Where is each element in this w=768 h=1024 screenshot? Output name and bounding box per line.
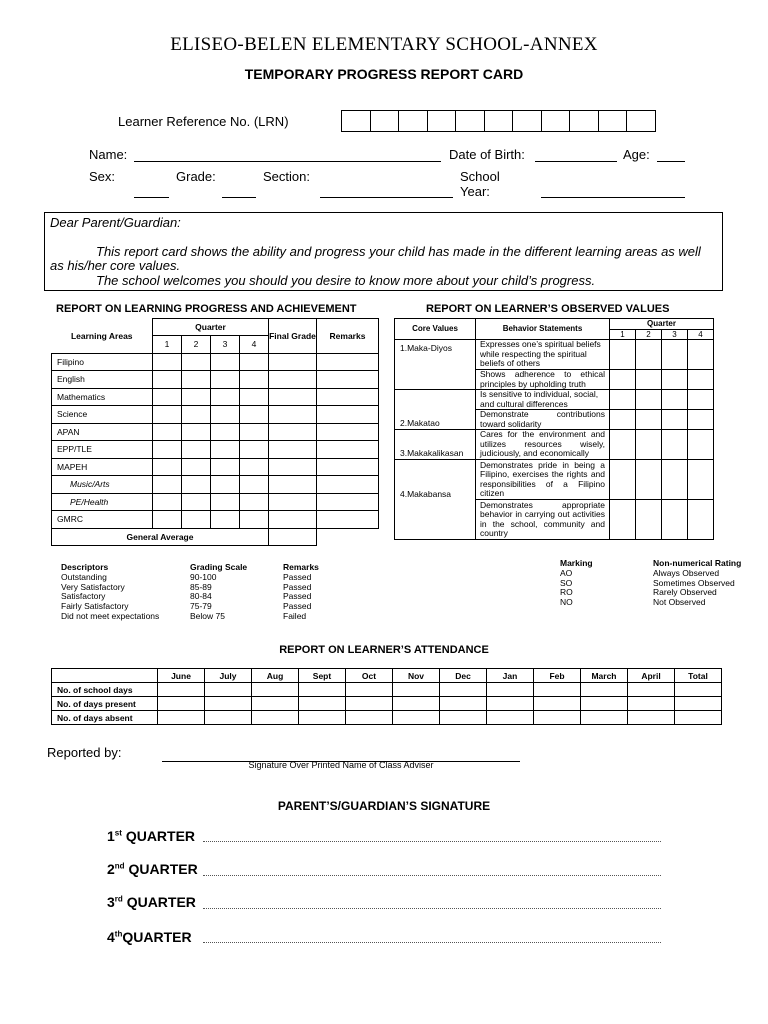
scale-header: Grading Scale (190, 562, 248, 572)
month-dec: Dec (440, 669, 487, 683)
general-average-label: General Average (52, 528, 269, 546)
statement-3: Is sensitive to individual, social, and cultural differences (476, 390, 610, 410)
subject-music-arts: Music/Arts (52, 476, 153, 494)
month-jan: Jan (487, 669, 534, 683)
month-nov: Nov (393, 669, 440, 683)
quarter-3: 3 (211, 336, 240, 354)
scale-value: 90-100 (190, 571, 217, 582)
remarks-value: Passed (283, 601, 312, 612)
rating-text: Rarely Observed (653, 587, 717, 598)
table-row (52, 711, 722, 725)
q-num: 4 (107, 929, 115, 945)
letter-body-1: This report card shows the ability and progress your child has made in the different learning areas as well as his/her core values. (50, 243, 701, 273)
quarter-2-label (107, 861, 198, 877)
col-remarks: Remarks (317, 319, 379, 354)
month-march: March (581, 669, 628, 683)
q-word: QUARTER (128, 861, 198, 877)
col-core-values: Core Values (395, 319, 476, 340)
marking-code: RO (560, 587, 573, 598)
rating-text: Not Observed (653, 597, 706, 608)
table-row (52, 458, 379, 476)
table-row (52, 353, 379, 371)
table-row (52, 441, 379, 459)
subject-epp-tle: EPP/TLE (52, 441, 153, 459)
rating-header: Non-numerical Rating (653, 558, 742, 568)
table-row (52, 371, 379, 389)
letter-salutation: Dear Parent/Guardian: (50, 215, 181, 230)
table-row (52, 406, 379, 424)
lrn-label: Learner Reference No. (LRN) (118, 114, 289, 129)
col-final-grade: Final Grade (269, 319, 317, 354)
q-sup: th (114, 929, 123, 939)
marking-code: NO (560, 597, 573, 608)
general-average-value[interactable] (269, 528, 317, 546)
statement-5: Cares for the environment and utilizes resources wisely, judiciously, and economically (476, 430, 610, 460)
q-sup: rd (114, 894, 123, 904)
core-makabansa: 4.Makabansa (395, 460, 476, 540)
quarter-3-signature-line[interactable] (203, 908, 661, 909)
lrn-boxes[interactable] (341, 110, 656, 132)
q-word: QUARTER (125, 828, 196, 844)
grade-label: Grade: (176, 169, 216, 184)
dob-label: Date of Birth: (449, 147, 525, 162)
attendance-title: REPORT ON LEARNER’S ATTENDANCE (279, 644, 489, 656)
statement-4: Demonstrate contributions toward solidarity (476, 410, 610, 430)
age-field[interactable] (657, 161, 685, 162)
col-quarter: Quarter (153, 319, 269, 336)
subject-english: English (52, 371, 153, 389)
grade-field[interactable] (222, 197, 256, 198)
scale-value: 80-84 (190, 591, 212, 602)
quarter-3-label (107, 894, 196, 910)
reported-by-label: Reported by: (47, 745, 122, 760)
q-word: QUARTER (122, 929, 192, 945)
progress-table (51, 318, 379, 546)
marking-code: AO (560, 567, 573, 578)
remarks-header: Remarks (283, 562, 319, 572)
dob-field[interactable] (535, 161, 617, 162)
section-field[interactable] (320, 197, 453, 198)
vq-2: 2 (636, 329, 662, 340)
statement-2: Shows adherence to ethical principles by upholding truth (476, 370, 610, 390)
scale-value: 85-89 (190, 581, 212, 592)
core-makakalikasan: 3.Makakalikasan (395, 430, 476, 460)
parent-signature-title: PARENT’S/GUARDIAN’S SIGNATURE (277, 799, 491, 813)
subject-pe-health: PE/Health (52, 493, 153, 511)
table-row (52, 683, 722, 697)
q-word: QUARTER (126, 894, 196, 910)
table-row (52, 493, 379, 511)
scale-value: 75-79 (190, 601, 212, 612)
statement-1: Expresses one’s spiritual beliefs while respecting the spiritual beliefs of others (476, 340, 610, 370)
quarter-2: 2 (182, 336, 211, 354)
desc-satisfactory: Satisfactory (61, 591, 106, 602)
progress-title: REPORT ON LEARNING PROGRESS AND ACHIEVEMENT (56, 303, 357, 315)
q-num: 2 (107, 861, 115, 877)
marking-header: Marking (560, 558, 593, 568)
subject-science: Science (52, 406, 153, 424)
remarks-value: Passed (283, 571, 312, 582)
remarks-value: Passed (283, 591, 312, 602)
core-makatao: 2.Makatao (395, 390, 476, 430)
scale-value: Below 75 (190, 610, 225, 621)
desc-very-satisfactory: Very Satisfactory (61, 581, 125, 592)
q-sup: nd (114, 861, 125, 871)
row-school-days: No. of school days (52, 683, 158, 697)
vq-1: 1 (610, 329, 636, 340)
sex-field[interactable] (134, 197, 169, 198)
table-row (52, 476, 379, 494)
desc-header: Descriptors (61, 562, 109, 572)
statement-7: Demonstrates appropriate behavior in carrying out activities in the school, community and country (476, 500, 610, 540)
col-learning-areas: Learning Areas (52, 319, 153, 354)
quarter-4-label (107, 929, 192, 945)
subject-apan: APAN (52, 423, 153, 441)
vq-3: 3 (662, 329, 688, 340)
q-num: 1 (107, 828, 115, 844)
desc-fairly-satisfactory: Fairly Satisfactory (61, 601, 129, 612)
rating-text: Sometimes Observed (653, 577, 735, 588)
school-year-label-2: Year: (460, 184, 490, 199)
table-row (52, 423, 379, 441)
desc-outstanding: Outstanding (61, 571, 107, 582)
age-label: Age: (623, 147, 650, 162)
q-num: 3 (107, 894, 115, 910)
subject-mapeh: MAPEH (52, 458, 153, 476)
marking-legend (560, 559, 763, 608)
desc-did-not-meet: Did not meet expectations (61, 610, 160, 621)
rating-text: Always Observed (653, 567, 720, 578)
school-name: ELISEO-BELEN ELEMENTARY SCHOOL-ANNEX (170, 34, 598, 55)
month-feb: Feb (534, 669, 581, 683)
month-sept: Sept (299, 669, 346, 683)
month-aug: Aug (252, 669, 299, 683)
month-oct: Oct (346, 669, 393, 683)
letter-body-2: The school welcomes you should you desire to know more about your child’s progress. (96, 272, 596, 288)
quarter-1: 1 (153, 336, 182, 354)
table-row (52, 511, 379, 529)
school-year-field[interactable] (541, 197, 685, 198)
month-june: June (158, 669, 205, 683)
adviser-signature-caption: Signature Over Printed Name of Class Adviser (248, 760, 434, 770)
row-days-present: No. of days present (52, 697, 158, 711)
sex-label: Sex: (89, 169, 116, 184)
col-behavior: Behavior Statements (476, 319, 610, 340)
quarter-4: 4 (240, 336, 269, 354)
quarter-2-signature-line[interactable] (203, 875, 661, 876)
remarks-value: Failed (283, 610, 307, 621)
month-total: Total (675, 669, 722, 683)
subject-mathematics: Mathematics (52, 388, 153, 406)
quarter-1-signature-line[interactable] (203, 841, 661, 842)
col-values-quarter: Quarter (610, 319, 714, 330)
marking-code: SO (560, 577, 573, 588)
quarter-4-signature-line[interactable] (203, 942, 661, 943)
attendance-table (51, 668, 722, 725)
row-days-absent: No. of days absent (52, 711, 158, 725)
name-field[interactable] (134, 161, 441, 162)
core-maka-diyos: 1.Maka-Diyos (395, 340, 476, 390)
school-year-label: School (460, 169, 500, 184)
remarks-value: Passed (283, 581, 312, 592)
month-april: April (628, 669, 675, 683)
descriptors-legend (61, 563, 343, 622)
month-july: July (205, 669, 252, 683)
parent-letter (44, 212, 723, 291)
table-row (52, 388, 379, 406)
subject-filipino: Filipino (52, 353, 153, 371)
statement-6: Demonstrates pride in being a Filipino, exercises the rights and responsibilities of a Filipino citizen (476, 460, 610, 500)
vq-4: 4 (688, 329, 714, 340)
table-row (52, 697, 722, 711)
section-label: Section: (263, 169, 310, 184)
quarter-1-label (107, 828, 195, 844)
values-table (394, 318, 714, 540)
subject-gmrc: GMRC (52, 511, 153, 529)
name-label: Name: (89, 147, 128, 162)
q-sup: st (114, 828, 122, 838)
values-title: REPORT ON LEARNER’S OBSERVED VALUES (426, 303, 670, 315)
report-card-title: TEMPORARY PROGRESS REPORT CARD (244, 66, 524, 82)
